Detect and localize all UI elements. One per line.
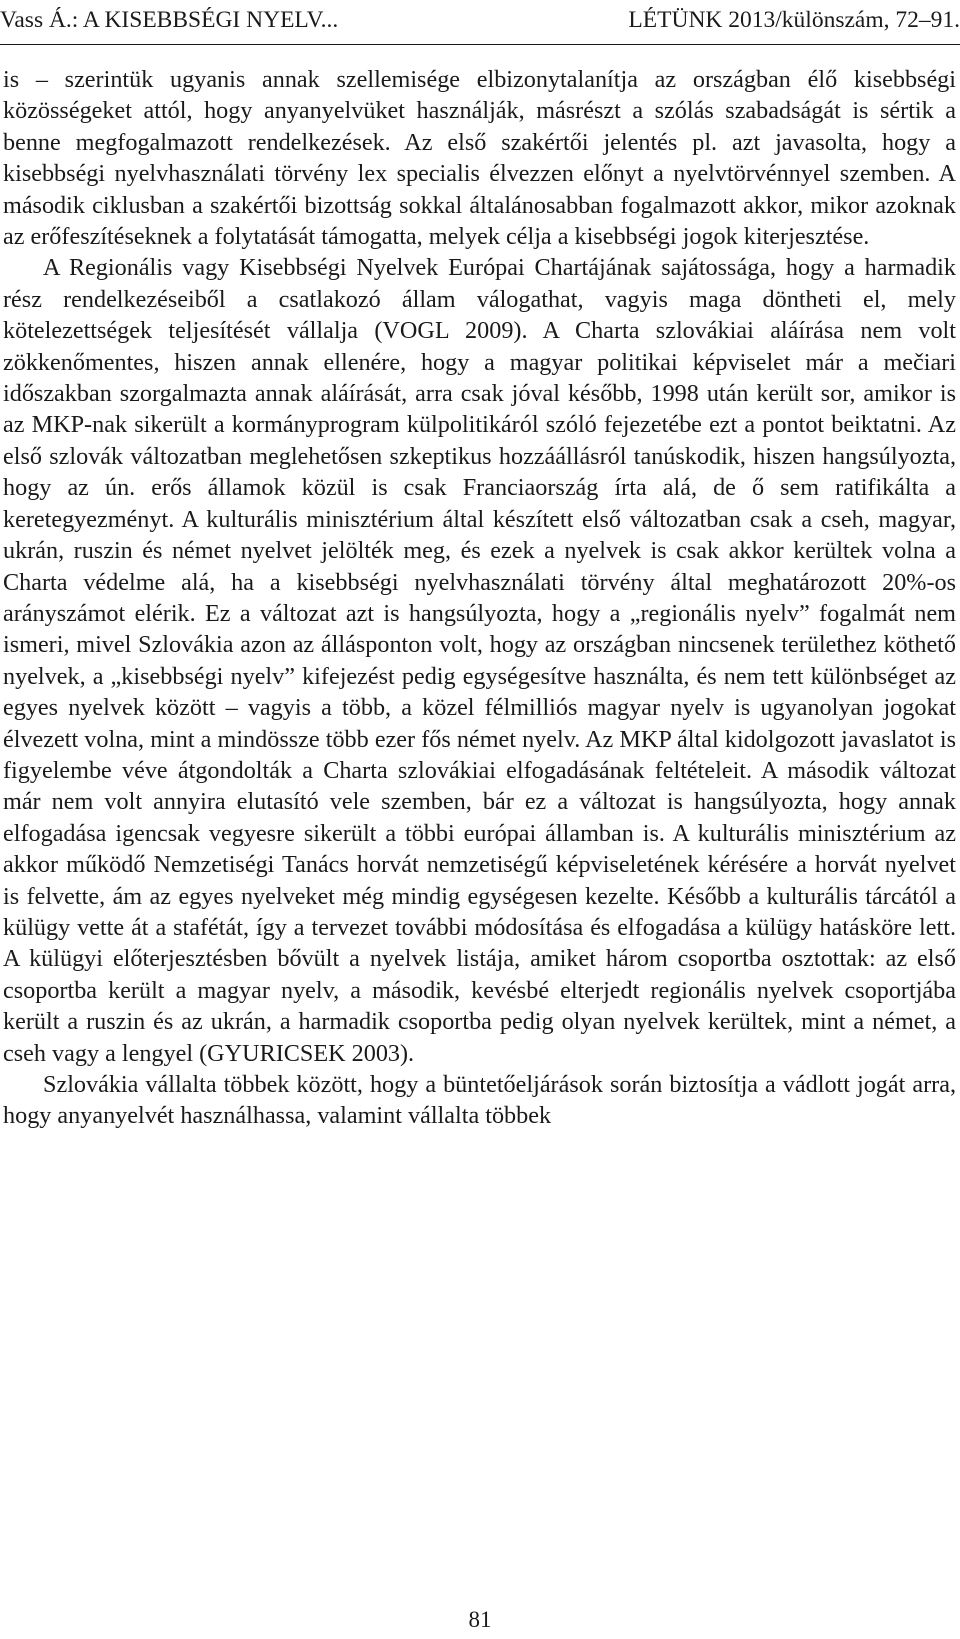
body-text [3, 64, 956, 1132]
running-head [0, 6, 960, 34]
page-number: 81 [468, 1607, 492, 1632]
paragraph-slovakia-obligations: Szlovákia vállalta többek között, hogy a büntetőeljárások során biztosítja a vádlott jogát arra, hogy anyanyelvét használhassa, valamint vállalta többek [3, 1071, 956, 1130]
paragraph-continuation: is – szerintük ugyanis annak szellemisége elbizonytalanítja az országban élő kisebbségi közösségeket attól, hogy anyanyelvüket használják, másrészt a szólás szabadságát is sértik a benne megfogalmazott rendelkezések. Az első szakértői jelentés pl. azt javasolta, hogy a kisebbségi nyelvhasználati törvény lex specialis élvezzen előnyt a nyelvtörvénnyel szemben. A második ciklusban a szakértői bizottság sokkal általánosabban fogalmazott akkor, mikor azoknak az erőfeszítéseknek a folytatását támogatta, melyek célja a kisebbségi jogok kiterjesztése. [3, 66, 956, 251]
header-rule [0, 44, 960, 45]
running-head-author-title: Vass Á.: A KISEBBSÉGI NYELV... [0, 7, 339, 33]
running-head-journal-issue: LÉTÜNK 2013/különszám, 72–91. [628, 7, 960, 33]
paragraph-charta: A Regionális vagy Kisebbségi Nyelvek Európai Chartájának sajátossága, hogy a harmadik rész rendelkezéseiből a csatlakozó állam válogathat, vagyis maga döntheti el, mely kötelezettségek teljesítését vállalja (VOGL 2009). A Charta szlovákiai aláírása nem volt zökkenőmentes, hiszen annak ellenére, hogy a magyar politikai képviselet már a mečiari időszakban szorgalmazta annak aláírását, arra csak jóval később, 1998 után került sor, amikor is az MKP-nak sikerült a kormányprogram külpolitikáról szóló fejezetébe ezt a pontot beiktatni. Az első szlovák változatban meglehetősen szkeptikus hozzáállásról tanúskodik, hiszen hangsúlyozta, hogy az ún. erős államok közül is csak Franciaország írta alá, de ő sem ratifikálta a keretegyezményt. A kulturális minisztérium által készített első változatban csak a cseh, magyar, ukrán, ruszin és német nyelvet jelölték meg, és ezek a nyelvek is csak akkor kerültek volna a Charta védelme alá, ha a kisebbségi nyelvhasználati törvény által meghatározott 20%-os arányszámot elérik. Ez a változat azt is hangsúlyozta, hogy a „regionális nyelv” fogalmát nem ismeri, mivel Szlovákia azon az állásponton volt, hogy az országban nincsenek területhez köthető nyelvek, a „kisebbségi nyelv” kifejezést pedig egységesítve használta, és nem tett különbséget az egyes nyelvek között – vagyis a több, a közel félmilliós magyar nyelv is ugyanolyan jogokat élvezett volna, mint a mindössze több ezer fős német nyelv. Az MKP által kidolgozott javaslatot is figyelembe véve átgondolták a Charta szlovákiai elfogadásának feltételeit. A második változat már nem volt annyira elutasító vele szemben, bár ez a változat is hangsúlyozta, hogy annak elfogadása igencsak vegyesre sikerült a többi európai államban is. A kulturális minisztérium az akkor működő Nemzetiségi Tanács horvát nemzetiségű képviseletének kérésére a horvát nyelvet is felvette, ám az egyes nyelveket még mindig egységesen kezelte. Később a kulturális tárcától a külügy vette át a stafétát, így a tervezet további módosítása és elfogadása a külügy hatásköre lett. A külügyi előterjesztésben bővült a nyelvek listája, amiket három csoportba osztottak: az első csoportba került a magyar nyelv, a második, kevésbé elterjedt regionális nyelvek csoportjába került a ruszin és az ukrán, a harmadik csoportba pedig olyan nyelvek kerültek, mint a német, a cseh vagy a lengyel (GYURICSEK 2003). [3, 254, 956, 1067]
